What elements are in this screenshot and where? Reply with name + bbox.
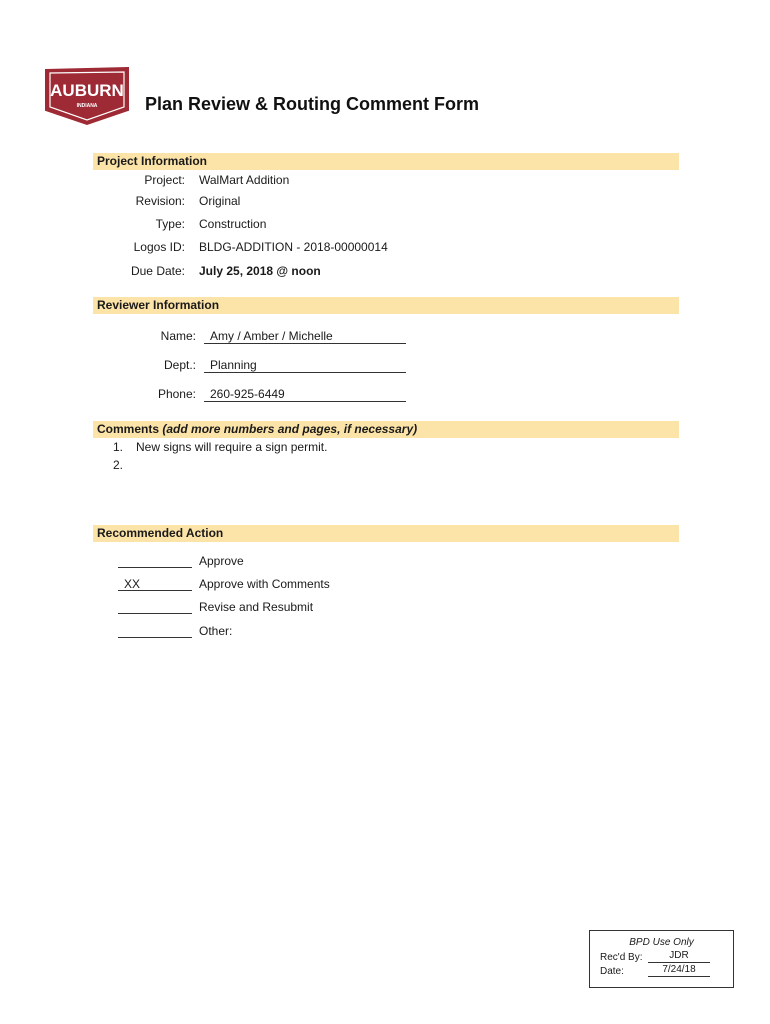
bpd-heading: BPD Use Only [629, 937, 694, 948]
comment-number: 1. [113, 440, 124, 454]
auburn-logo [42, 66, 132, 126]
revise-resubmit-label: Revise and Resubmit [199, 600, 314, 614]
reviewer-section-header: Reviewer Information [93, 297, 679, 314]
name-field: Amy / Amber / Michelle [204, 329, 406, 344]
comments-hint: (add more numbers and pages, if necessary) [162, 422, 418, 436]
due-date-label: Due Date: [130, 264, 185, 278]
approve-with-comments-label: Approve with Comments [199, 577, 330, 591]
date-value: 7/24/18 [648, 964, 710, 977]
approve-with-comments-mark: XX [118, 577, 192, 591]
project-section-header: Project Information [93, 153, 679, 170]
dept-field: Planning [204, 358, 406, 373]
due-date-value: July 25, 2018 @ noon [199, 264, 321, 278]
action-section-header: Recommended Action [93, 525, 679, 542]
type-label: Type: [155, 217, 185, 231]
project-value: WalMart Addition [199, 173, 290, 187]
dept-label: Dept.: [163, 358, 196, 372]
name-label: Name: [160, 329, 196, 343]
comment-text: New signs will require a sign permit. [136, 440, 328, 454]
other-label: Other: [199, 624, 233, 638]
phone-field: 260-925-6449 [204, 387, 406, 402]
revise-resubmit-mark [118, 600, 192, 614]
project-label: Project: [144, 173, 185, 187]
comments-section-header [93, 421, 679, 438]
approve-label: Approve [199, 554, 244, 568]
bpd-use-only-box [589, 930, 734, 988]
revision-value: Original [199, 194, 241, 208]
other-mark [118, 624, 192, 638]
recd-by-label: Rec'd By: [600, 952, 643, 963]
comment-number: 2. [113, 458, 124, 472]
logo-subtext: INDIANA [76, 103, 98, 109]
page-title: Plan Review & Routing Comment Form [145, 94, 480, 114]
logo-text: AUBURN [50, 81, 124, 100]
date-label: Date: [600, 966, 624, 977]
logos-id-label: Logos ID: [133, 240, 185, 254]
recd-by-value: JDR [648, 950, 710, 963]
revision-label: Revision: [135, 194, 185, 208]
type-value: Construction [199, 217, 267, 231]
logos-id-value: BLDG-ADDITION - 2018-00000014 [199, 240, 388, 254]
phone-label: Phone: [157, 387, 196, 401]
comments-label: Comments [97, 422, 160, 436]
approve-mark [118, 554, 192, 568]
